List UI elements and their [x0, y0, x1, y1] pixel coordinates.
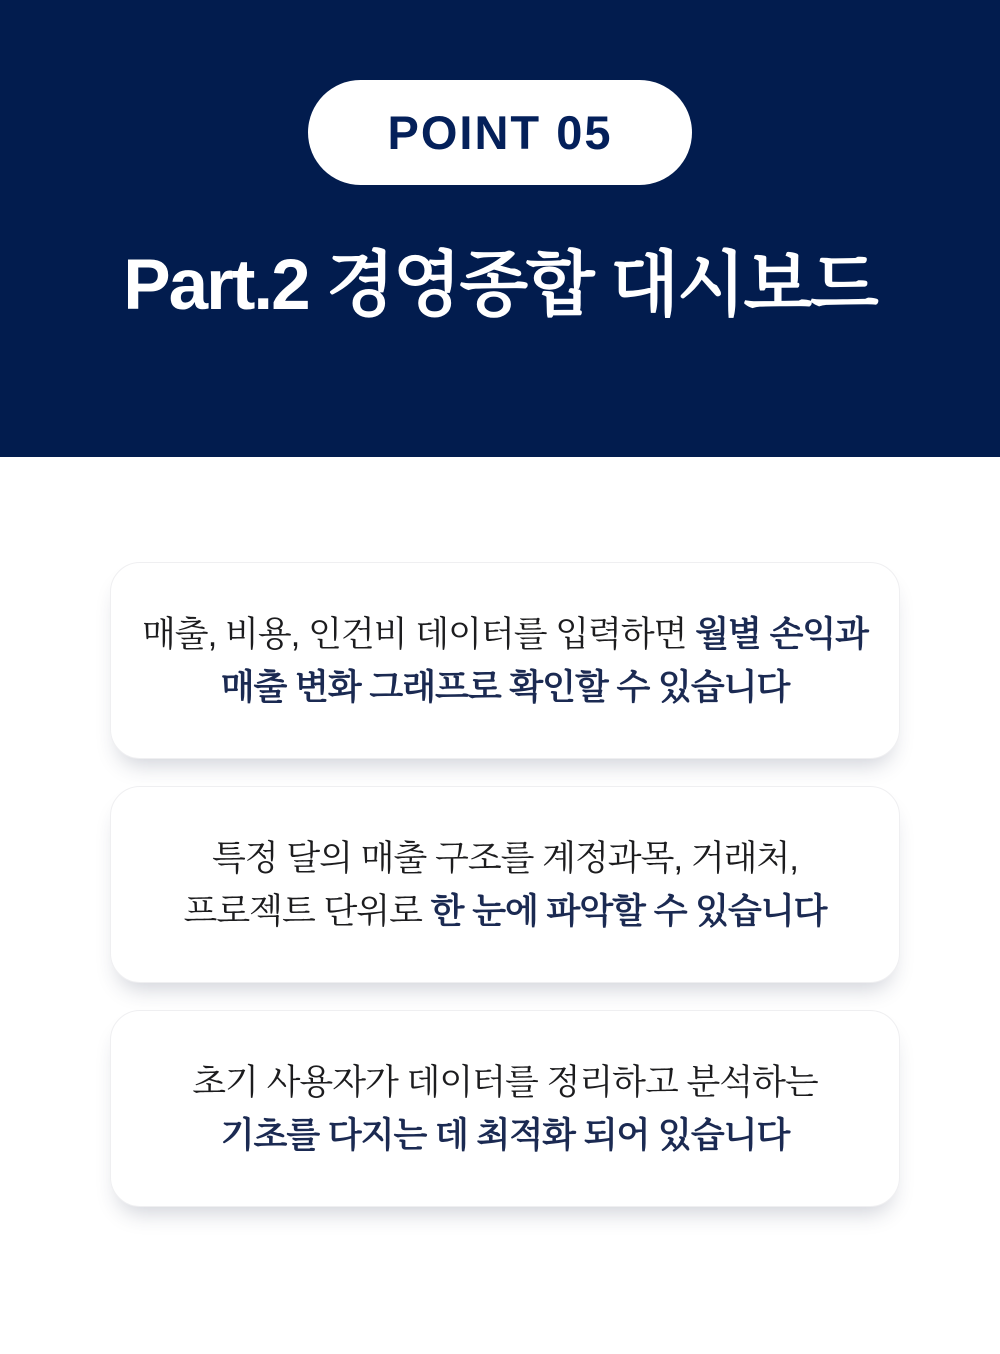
- hero-section: [0, 0, 1000, 457]
- text-segment-highlight: 월별 손익과: [695, 614, 868, 654]
- feature-card-list: [110, 457, 900, 1207]
- text-segment: 프로젝트 단위로: [183, 891, 431, 931]
- card-text-line: [192, 1056, 817, 1109]
- text-segment: 매출, 비용, 인건비 데이터를 입력하면: [141, 614, 696, 654]
- card-text-line: [221, 661, 790, 714]
- card-text-line: [184, 885, 827, 938]
- text-segment-highlight: 한 눈에 파악할 수 있습니다: [430, 891, 827, 931]
- text-segment: 초기 사용자가 데이터를 정리하고 분석하는: [192, 1062, 818, 1102]
- text-segment-highlight: 기초를 다지는 데 최적화 되어 있습니다: [220, 1115, 790, 1155]
- point-badge: POINT 05: [308, 80, 692, 185]
- card-text-line: [212, 832, 798, 885]
- card-text-line: [142, 608, 868, 661]
- feature-card-sales-structure: [110, 786, 900, 983]
- card-text-line: [221, 1109, 790, 1162]
- text-segment-highlight: 매출 변화 그래프로 확인할 수 있습니다: [220, 667, 790, 707]
- feature-card-monthly-graph: [110, 562, 900, 759]
- text-segment: 특정 달의 매출 구조를 계정과목, 거래처,: [211, 838, 799, 878]
- page-title: Part.2 경영종합 대시보드: [123, 246, 877, 325]
- feature-card-beginner-optimized: [110, 1010, 900, 1207]
